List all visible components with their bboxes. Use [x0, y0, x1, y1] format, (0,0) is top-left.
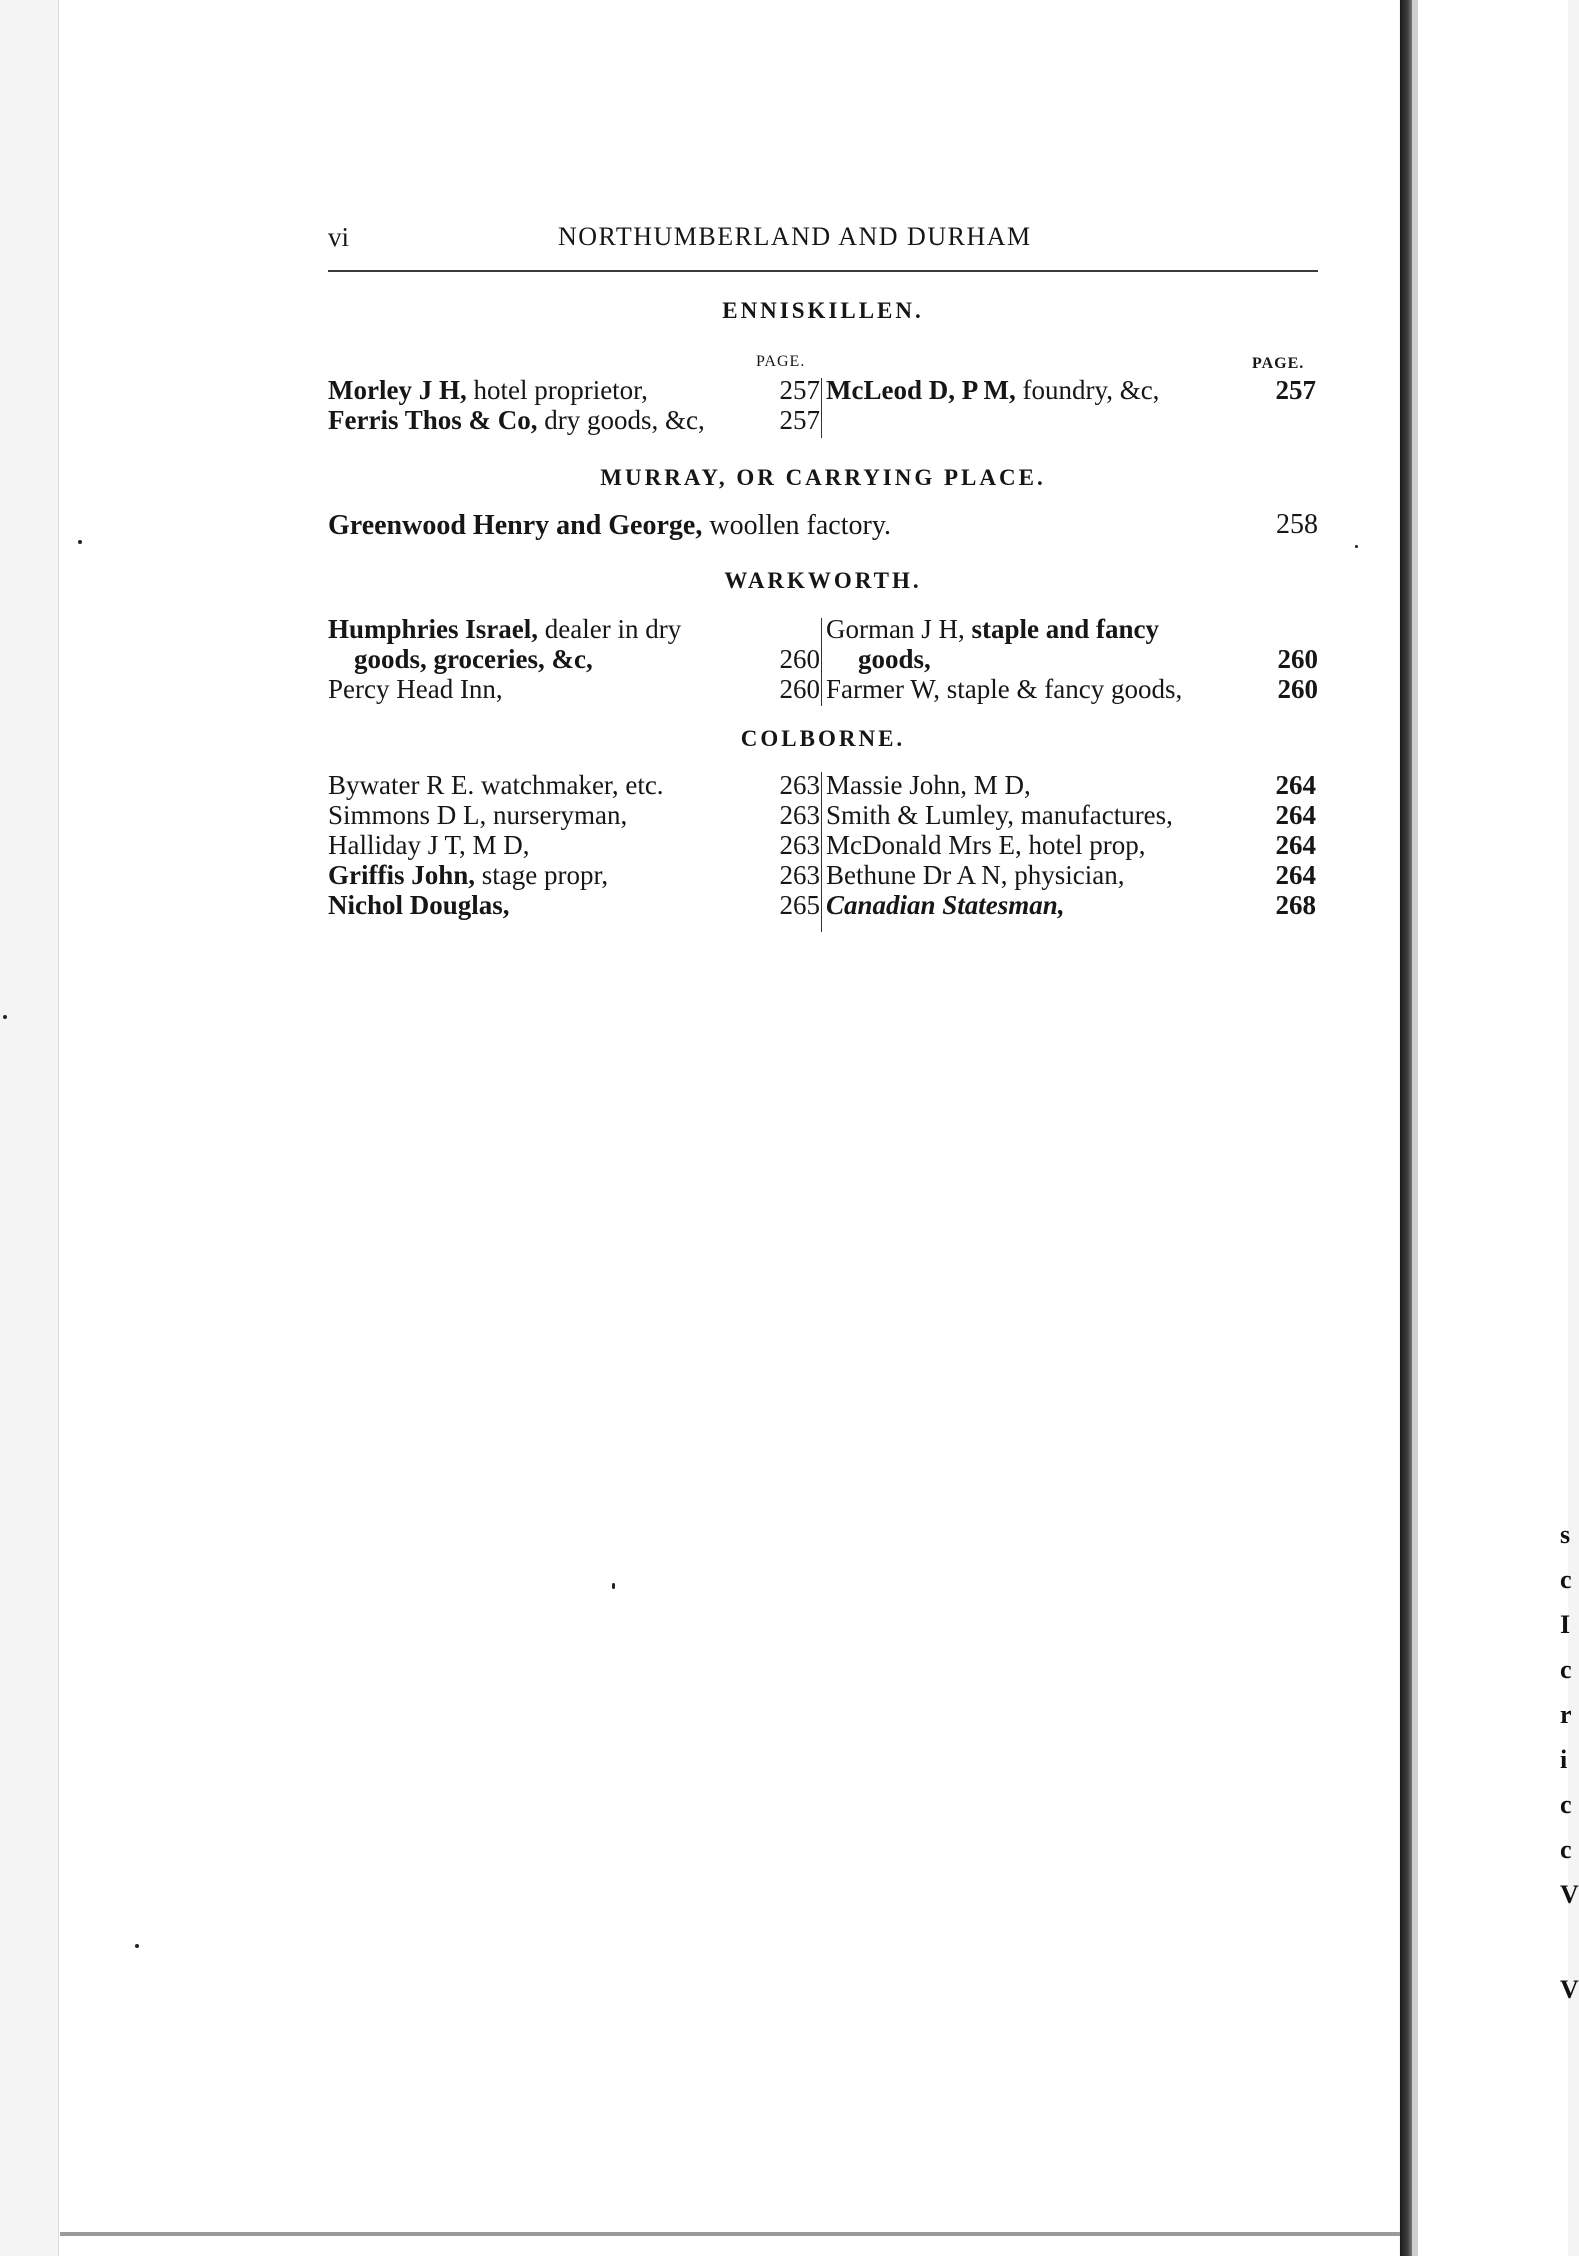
- print-speck: [612, 1583, 615, 1589]
- running-title: NORTHUMBERLAND AND DURHAM: [558, 222, 1032, 251]
- directory-entry: Canadian Statesman,: [826, 890, 1065, 920]
- directory-entry: Simmons D L, nurseryman,: [328, 800, 628, 830]
- book-page: [58, 0, 1399, 2256]
- entry-page-number: 257: [779, 405, 820, 435]
- header-rule: [328, 270, 1318, 272]
- directory-entry: Humphries Israel, dealer in dry: [328, 614, 682, 644]
- entry-page-number: 264: [1275, 800, 1316, 830]
- directory-entry: Smith & Lumley, manufactures,: [826, 800, 1173, 830]
- directory-entry: Griffis John, stage propr,: [328, 860, 609, 890]
- section-title-warkworth: WARKWORTH.: [724, 568, 922, 593]
- print-speck: [135, 1944, 139, 1948]
- column-divider: [821, 618, 822, 706]
- section-title-enniskillen: ENNISKILLEN.: [722, 298, 924, 323]
- print-speck: [78, 540, 82, 544]
- entry-page-number: 264: [1275, 830, 1316, 860]
- facing-page-edge: [1412, 0, 1571, 2256]
- book-binding: [1400, 0, 1412, 2256]
- entry-page-number: 264: [1275, 860, 1316, 890]
- directory-entry: Nichol Douglas,: [328, 890, 510, 920]
- entry-page-number: 263: [779, 860, 820, 890]
- entry-page-number: 257: [779, 375, 820, 405]
- directory-entry: Greenwood Henry and George, woollen factory.: [328, 510, 892, 541]
- edge-letter: c: [1560, 1655, 1572, 1684]
- page-bottom-edge: [60, 2232, 1400, 2236]
- directory-entry: Massie John, M D,: [826, 770, 1031, 800]
- directory-entry: McDonald Mrs E, hotel prop,: [826, 830, 1146, 860]
- edge-letter: V: [1560, 1880, 1579, 1909]
- column-divider: [821, 378, 822, 438]
- edge-letter: r: [1560, 1700, 1572, 1729]
- entry-page-number: 257: [1275, 375, 1316, 405]
- section-title-murray: MURRAY, OR CARRYING PLACE.: [600, 465, 1046, 490]
- directory-entry: Farmer W, staple & fancy goods,: [826, 674, 1183, 704]
- directory-entry: Gorman J H, staple and fancy: [826, 614, 1160, 644]
- section-title-colborne: COLBORNE.: [740, 726, 906, 751]
- edge-letter: s: [1560, 1520, 1571, 1549]
- directory-entry: Bethune Dr A N, physician,: [826, 860, 1125, 890]
- edge-letter: c: [1560, 1790, 1572, 1819]
- entry-page-number: 264: [1275, 770, 1316, 800]
- directory-entry-continuation: goods,: [858, 644, 931, 674]
- directory-entry: Halliday J T, M D,: [328, 830, 530, 860]
- entry-page-number: 263: [779, 770, 820, 800]
- print-speck: [3, 1015, 7, 1019]
- edge-letter: V: [1560, 1975, 1579, 2004]
- entry-page-number: 260: [1277, 674, 1318, 704]
- edge-letter: c: [1560, 1835, 1572, 1864]
- page-column-label: PAGE.: [1252, 355, 1305, 372]
- entry-page-number: 268: [1275, 890, 1316, 920]
- entry-page-number: 260: [1277, 644, 1318, 674]
- directory-entry: McLeod D, P M, foundry, &c,: [826, 375, 1160, 405]
- directory-entry-continuation: goods, groceries, &c,: [354, 644, 593, 674]
- entry-page-number: 263: [779, 830, 820, 860]
- entry-page-number: 260: [779, 674, 820, 704]
- page-column-label: PAGE.: [756, 353, 806, 370]
- directory-entry: Morley J H, hotel proprietor,: [328, 375, 648, 405]
- edge-letter: i: [1560, 1745, 1568, 1774]
- directory-entry: Bywater R E. watchmaker, etc.: [328, 770, 664, 800]
- directory-entry: Ferris Thos & Co, dry goods, &c,: [328, 405, 705, 435]
- page-header: [328, 222, 1328, 262]
- entry-page-number: 265: [779, 890, 820, 920]
- print-speck: [1355, 545, 1358, 548]
- edge-letter: I: [1560, 1610, 1571, 1639]
- column-divider: [821, 772, 822, 932]
- directory-entry: Percy Head Inn,: [328, 674, 503, 704]
- entry-page-number: 260: [779, 644, 820, 674]
- edge-letter: c: [1560, 1565, 1572, 1594]
- entry-page-number: 258: [1276, 509, 1318, 540]
- entry-page-number: 263: [779, 800, 820, 830]
- page-folio: vi: [328, 222, 350, 252]
